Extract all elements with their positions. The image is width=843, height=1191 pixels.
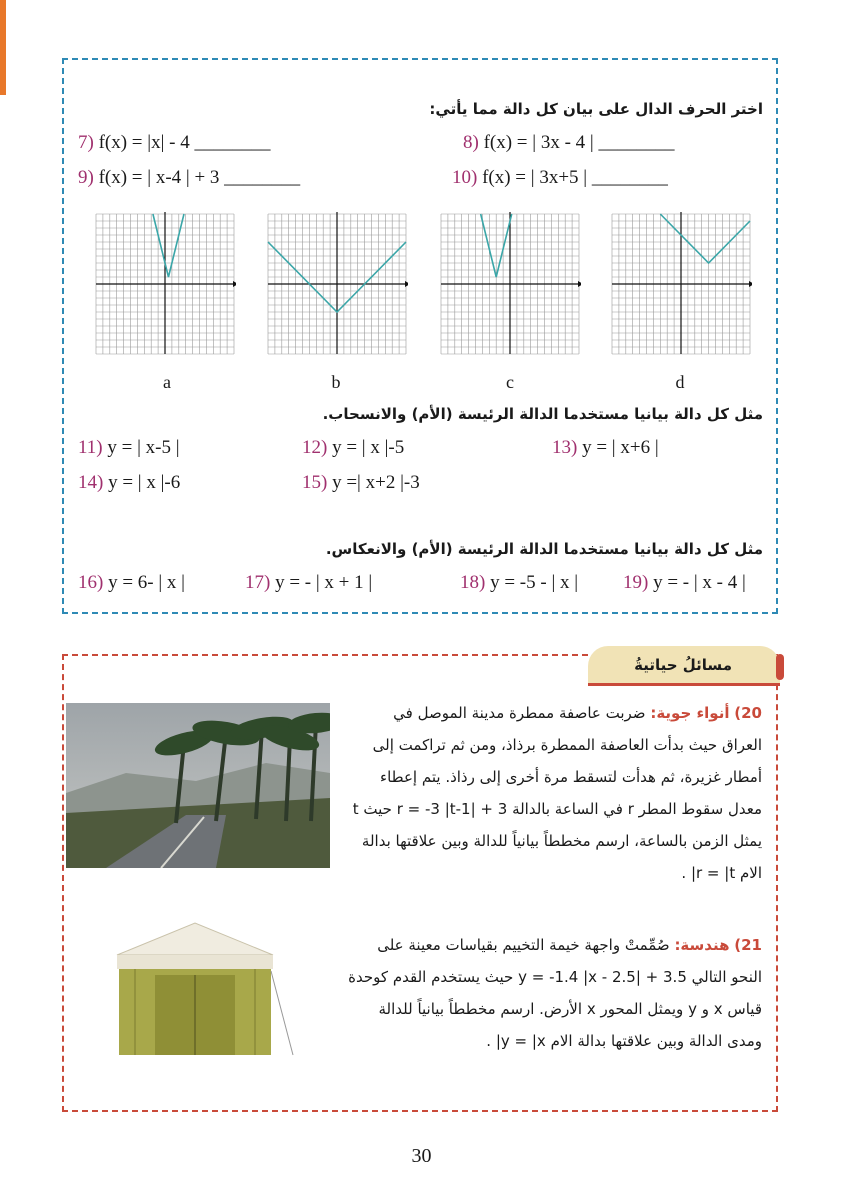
question-9: 9) f(x) = | x-4 | + 3 ________ [78, 167, 301, 188]
rainstorm-photo [66, 703, 330, 868]
life-problems-title: مسائلُ حياتيةُ [634, 656, 732, 674]
absolute-value-graph [660, 214, 750, 263]
graph-label-b: b [331, 372, 341, 392]
graph-label-d: d [675, 372, 685, 392]
x-axis-arrow [749, 281, 752, 287]
instruction-choose-letter: اختر الحرف الدال على بيان كل دالة مما يأتي: [429, 100, 763, 118]
graph-d [604, 210, 752, 360]
absolute-value-graph [153, 214, 184, 277]
tent-photo [95, 915, 295, 1065]
question-16: 16) y = 6- | x | [78, 572, 185, 593]
x-axis-arrow [405, 281, 408, 287]
graph-label-a: a [163, 372, 171, 392]
question-17: 17) y = - | x + 1 | [245, 572, 373, 593]
question-11: 11) y = | x-5 | [78, 437, 180, 458]
question-18: 18) y = -5 - | x | [460, 572, 579, 593]
question-14: 14) y = | x |-6 [78, 472, 181, 493]
x-axis-arrow [578, 281, 581, 287]
graph-b [260, 210, 408, 360]
instruction-translation: مثل كل دالة بيانيا مستخدما الدالة الرئيسة (الأم) والانسحاب. [322, 405, 763, 423]
graph-a [88, 210, 236, 360]
instruction-reflection: مثل كل دالة بيانيا مستخدما الدالة الرئيسة (الأم) والانعكاس. [325, 540, 763, 558]
page-number: 30 [411, 1145, 432, 1167]
question-7: 7) f(x) = |x| - 4 ________ [78, 132, 271, 153]
question-19: 19) y = - | x - 4 | [623, 572, 746, 593]
question-15: 15) y =| x+2 |-3 [302, 472, 420, 493]
question-12: 12) y = | x |-5 [302, 437, 405, 458]
x-axis-arrow [233, 281, 236, 287]
question-13: 13) y = | x+6 | [552, 437, 659, 458]
problem-20: 20) أنواء جوية: ضربت عاصفة ممطرة مدينة الموصل في العراق حيث بدأت العاصفة الممطرة برذاذ، ومن ثم تراكمت إلى أمطار غزيرة، ثم هدأت لتسقط مرة أخرى إلى رذاذ. يتم إعطاء معدل سقوط المطر r في الساعة بالدالة r = -3 |t-1| + 3 حيث t يمثل الزمن بالساعة، ارسم مخططاً بيانياً للدالة وبين علاقتها بدالة الام r = |t| . [352, 704, 762, 882]
graph-c [433, 210, 581, 360]
page-edge-tab [0, 0, 6, 95]
graph-label-c: c [506, 372, 514, 392]
question-10: 10) f(x) = | 3x+5 | ________ [452, 167, 668, 188]
question-8: 8) f(x) = | 3x - 4 | ________ [463, 132, 675, 153]
problem-21: 21) هندسة: صُمِّمتْ واجهة خيمة التخييم بقياسات معينة على النحو التالي y = -1.4 |x - 2.5| + 3.5 حيث يستخدم القدم كوحدة قياس x و y ويمثل المحور x الأرض. ارسم مخططاً بيانياً للدالة ومدى الدالة وبين علاقتها بدالة الام y = |x| . [348, 936, 762, 1050]
life-problems-header [588, 646, 780, 686]
